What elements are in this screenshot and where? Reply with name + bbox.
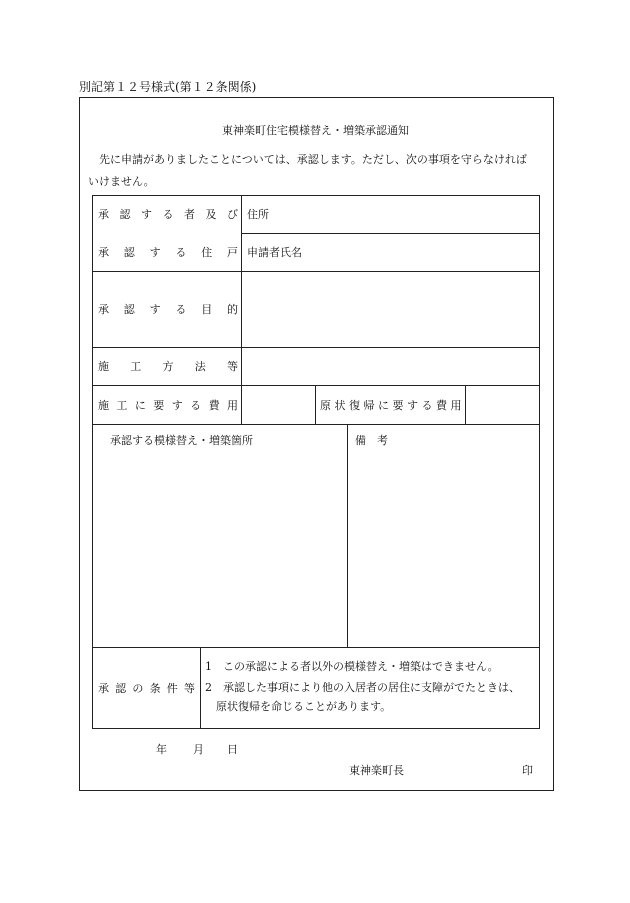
date-month-label: 月 — [193, 743, 204, 756]
date-year-label: 年 — [156, 743, 167, 756]
restoration-cost-label: 原 状 復 帰 に 要 す る 費 用 — [320, 399, 462, 412]
form-reference: 別記第１２号様式(第１２条関係) — [79, 80, 257, 94]
remarks-field[interactable] — [349, 452, 538, 645]
condition-item-1: 1 この承認による者以外の模様替え・増築はできません。 — [205, 660, 499, 673]
condition-item-2-continued: 原状復帰を命じることがあります。 — [205, 700, 392, 713]
approved-person-label-line2: 承 認 す る 住 戸 — [98, 246, 238, 259]
locations-field[interactable] — [94, 452, 346, 645]
purpose-label: 承 認 す る 目 的 — [98, 303, 238, 316]
intro-text-line1: 先に申請がありましたことについては、承認します。ただし、次の事項を守らなければ — [99, 153, 527, 166]
construction-cost-field[interactable] — [243, 387, 314, 423]
applicant-name-label: 申請者氏名 — [247, 246, 302, 259]
approved-person-label-line1: 承 認 す る 者 及 び — [98, 208, 238, 221]
method-field[interactable] — [243, 349, 538, 384]
construction-cost-label: 施 工 に 要 す る 費 用 — [98, 399, 238, 412]
remarks-label: 備 考 — [355, 434, 388, 447]
condition-item-2: 2 承認した事項により他の入居者の居住に支障がでたときは、 — [205, 681, 520, 694]
restoration-cost-field[interactable] — [467, 387, 538, 423]
signatory: 東神楽町長 — [349, 764, 404, 777]
seal-mark: 印 — [522, 764, 533, 777]
method-label: 施 工 方 法 等 — [98, 360, 238, 373]
document-title: 東神楽町住宅模様替え・増築承認通知 — [222, 124, 409, 137]
intro-text-line2: いけません。 — [88, 175, 155, 188]
address-label: 住所 — [247, 208, 269, 221]
locations-label: 承認する模様替え・増築箇所 — [110, 434, 253, 447]
conditions-label: 承 認 の 条 件 等 — [98, 682, 195, 695]
date-day-label: 日 — [227, 743, 238, 756]
purpose-field[interactable] — [243, 273, 538, 346]
